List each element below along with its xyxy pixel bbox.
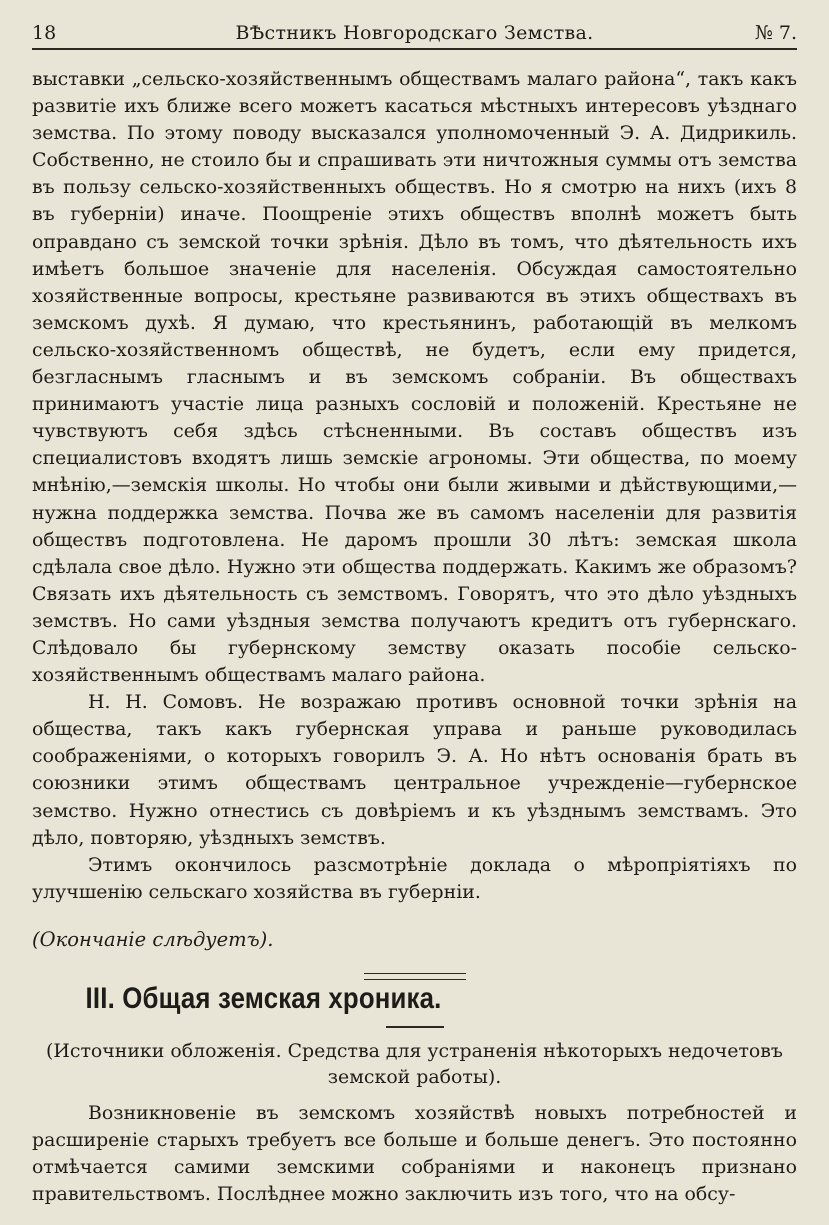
section-subtitle: (Источники обложенія. Средства для устраненія нѣкоторыхъ недочетовъ земской работы). [46, 1040, 783, 1088]
paragraph-1: выставки „сельско-хозяйственнымъ обществамъ малаго района“, такъ какъ развитіе ихъ ближе всего можетъ касаться мѣстныхъ интересовъ уѣзднаго земства. По этому поводу высказался уполномоченный Э. А. Дидрикиль. Собственно, не стоило бы и спрашивать эти ничтожныя суммы отъ земства въ пользу сельско-хозяйственныхъ обществъ. Но я смотрю на нихъ (ихъ 8 въ губерніи) иначе. Поощреніе этихъ обществъ вполнѣ можетъ быть оправдано съ земской точки зрѣнія. Дѣло въ томъ, что дѣятельность ихъ имѣетъ большое значеніе для населенія. Обсуждая самостоятельно хозяйственные вопросы, крестьяне развиваются въ этихъ обществахъ въ земскомъ духѣ. Я думаю, что крестьянинъ, работающій въ мелкомъ сельско-хозяйственномъ обществѣ, не будетъ, если ему придется, безгласнымъ гласнымъ и въ земскомъ собраніи. Въ обществахъ принимаютъ участіе лица разныхъ сословій и положеній. Крестьяне не чувствуютъ себя здѣсь стѣсненными. Въ составъ обществъ изъ специалистовъ входятъ лишь земскіе агрономы. Эти общества, по моему мнѣнію,—земскія школы. Но чтобы они были живыми и дѣйствующими,—нужна поддержка земства. Почва же въ самомъ населеніи для развитія обществъ подготовлена. Не даромъ прошли 30 лѣтъ: земская школа сдѣлала свое дѣло. Нужно эти общества поддержать. Какимъ же образомъ? Связать ихъ дѣятельность съ земствомъ. Говорятъ, что это дѣло уѣздныхъ земствъ. Но сами уѣздныя земства получаютъ кредитъ отъ губернскаго. Слѣдовало бы губернскому земству оказать пособіе сельско-хозяйственнымъ обществамъ малаго района. [32, 68, 797, 687]
page-number: 18 [32, 22, 57, 44]
journal-title: ВѢстникъ Новгородскаго Земства. [235, 22, 594, 44]
paragraph-somov: Н. Н. Сомовъ. Не возражаю противъ основной точки зрѣнія на общества, такъ какъ губернская управа и раньше руководилась соображеніями, о которыхъ говорилъ Э. А. Но нѣтъ основанія брать въ союзники этимъ обществамъ центральное учрежденіе—губернское земство. Нужно отнестись съ довѣріемъ и къ уѣзднымъ земствамъ. Это дѣло, повторяю, уѣздныхъ земствъ. [32, 691, 797, 849]
issue-number: № 7. [754, 22, 797, 44]
paragraph-chronicle: Возникновеніе въ земскомъ хозяйствѣ новыхъ потребностей и расширеніе старыхъ требуетъ все больше и больше денегъ. Это постоянно отмѣчается самими земскими собраніями и наконецъ признано правительствомъ. Послѣднее можно заключить изъ того, что на обсу- [32, 1102, 797, 1206]
article-body [32, 66, 797, 1208]
double-rule-divider [364, 973, 466, 980]
header-rule [32, 48, 797, 50]
short-rule-divider [386, 1026, 444, 1028]
running-header [32, 22, 797, 48]
to-be-continued: (Окончаніе слѣдуетъ). [32, 927, 274, 951]
paragraph-conclusion: Этимъ окончилось разсмотрѣніе доклада о мѣропріятіяхъ по улучшенію сельскаго хозяйства въ губерніи. [32, 853, 797, 903]
section-title: III. Общая земская хроника. [85, 982, 442, 1015]
